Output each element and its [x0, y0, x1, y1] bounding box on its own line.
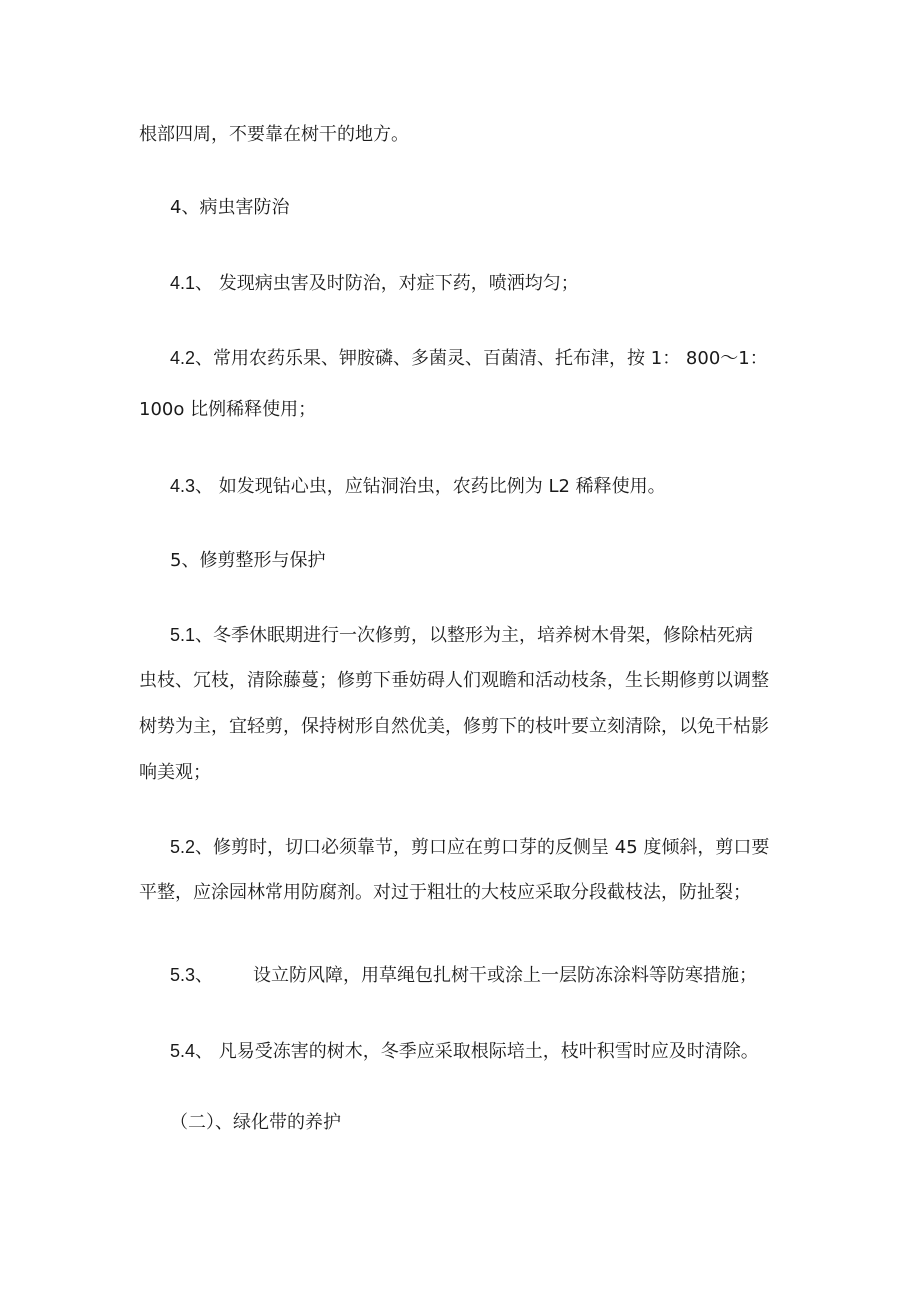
item-5-4-number: 5.4 — [170, 1041, 196, 1061]
item-4-3-text: 、 如发现钻心虫，应钻洞治虫，农药比例为 L2 稀释使用。 — [195, 476, 666, 497]
item-5-1-line-1 — [170, 622, 753, 649]
item-5-1-text: 、冬季休眠期进行一次修剪，以整形为主，培养树木骨架，修除枯死病 — [195, 625, 754, 646]
item-4-1 — [170, 270, 579, 297]
item-4-1-text: 、 发现病虫害及时防治，对症下药，喷洒均匀； — [195, 273, 579, 294]
item-4-2-line-1 — [170, 345, 768, 372]
heading-pest-control: 4、病虫害防治 — [170, 197, 290, 218]
item-5-2-text: 、修剪时，切口必须靠节，剪口应在剪口芽的反侧呈 45 度倾斜，剪口要 — [195, 837, 770, 858]
item-5-2-line-1 — [170, 834, 769, 861]
item-4-2-text: 、常用农药乐果、钾胺磷、多菌灵、百菌清、托布津，按 1： 800～1： — [195, 348, 768, 369]
item-5-1-line-4: 响美观； — [139, 762, 211, 783]
item-5-1-line-3: 树势为主，宜轻剪，保持树形自然优美，修剪下的枝叶要立刻清除，以免干枯影 — [139, 716, 769, 737]
item-5-3-text: 设立防风障，用草绳包扎树干或涂上一层防冻涂料等防寒措施； — [253, 965, 758, 986]
item-5-1-line-2: 虫枝、冗枝，清除藤蔓；修剪下垂妨碍人们观瞻和活动枝条，生长期修剪以调整 — [139, 670, 769, 691]
item-5-2-number: 5.2 — [170, 837, 196, 857]
item-4-3 — [170, 473, 666, 500]
heading-green-belt-maintenance: （二）、绿化带的养护 — [170, 1112, 341, 1133]
item-5-3-mark: 、 — [195, 965, 214, 986]
item-5-4-text: 、 凡易受冻害的树木，冬季应采取根际培土，枝叶积雪时应及时清除。 — [195, 1041, 759, 1062]
item-5-3 — [170, 962, 757, 989]
item-5-1-number: 5.1 — [170, 625, 196, 645]
item-4-3-number: 4.3 — [170, 476, 196, 496]
item-5-2-line-2: 平整，应涂园林常用防腐剂。对过于粗壮的大枝应采取分段截枝法，防扯裂； — [139, 882, 751, 903]
item-4-2-line-2: 100o 比例稀释使用； — [139, 399, 317, 420]
item-4-1-number: 4.1 — [170, 273, 196, 293]
item-5-3-number: 5.3 — [170, 965, 196, 985]
item-5-4 — [170, 1038, 759, 1065]
paragraph-intro: 根部四周，不要靠在树干的地方。 — [139, 124, 409, 145]
heading-pruning: 5、修剪整形与保护 — [170, 550, 326, 571]
item-4-2-number: 4.2 — [170, 348, 196, 368]
